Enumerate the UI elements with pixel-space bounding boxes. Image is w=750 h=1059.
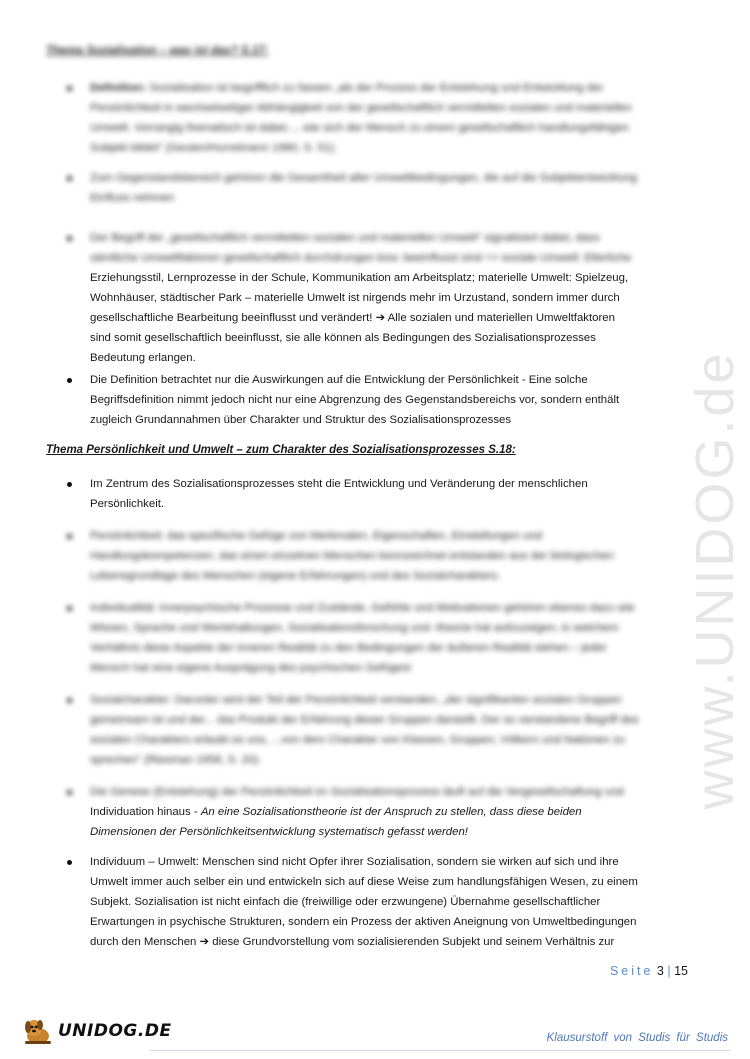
section1-heading: Thema Sozialisation – was ist das? S.17:	[46, 45, 269, 57]
text-line	[90, 638, 700, 658]
line-text: Persönlichkeit.	[90, 498, 165, 510]
text-line	[90, 118, 700, 138]
bullet-icon	[67, 698, 72, 703]
text-line	[90, 852, 700, 872]
italic-text: An eine Sozialisationstheorie ist der Anspruch zu stellen, dass diese beiden	[200, 806, 582, 818]
line-text: Individuation hinaus -	[90, 806, 201, 818]
line-text: Individualität: innerpsychische Prozesse und Zustände, Gefühle und Motivationen gehören ebenso dazu wie	[90, 602, 635, 614]
text-line	[90, 690, 700, 710]
footer-rule	[150, 1050, 730, 1051]
bullet-icon	[67, 482, 72, 487]
line-text: Bedeutung erlangen.	[90, 352, 196, 364]
text-line	[90, 268, 700, 288]
bullet-icon	[67, 236, 72, 241]
line-text: Verhältnis diese Aspekte der inneren Realität zu den Bedingungen der äußeren Realität stehen – jeder	[90, 642, 607, 654]
dog-icon	[22, 1016, 56, 1046]
line-text: Erziehungsstil, Lernprozesse in der Schule, Kommunikation am Arbeitsplatz; materielle Umwelt: Spielzeug,	[90, 272, 629, 284]
text-line	[90, 750, 700, 770]
page-total: 15	[674, 964, 688, 978]
text-line	[90, 390, 700, 410]
text-line	[90, 228, 700, 248]
text-line	[90, 370, 700, 390]
line-text: Umwelt immer auch selber ein und entwickeln sich auf diese Weise zum handlungsfähigen Wesen, zu einem	[90, 876, 638, 888]
line-text: Wohnhäuser, städtischer Park – materielle Umwelt ist nirgends mehr im Urzustand, sondern immer durch	[90, 292, 620, 304]
text-line	[90, 168, 700, 188]
line-text: sind somit gesellschaftlich beeinflusst, sie alle können als Bedingungen des Sozialisationsprozesses	[90, 332, 596, 344]
text-line	[90, 248, 700, 268]
text-line	[90, 188, 700, 208]
bullet-icon	[67, 860, 72, 865]
text-line	[90, 308, 700, 328]
text-line	[90, 566, 700, 586]
text-line	[90, 822, 700, 842]
footer-tagline: Klausurstoff von Studis für Studis	[546, 1032, 728, 1044]
text-line	[90, 138, 700, 158]
bullet-item	[90, 598, 700, 678]
page-current: 3	[656, 964, 664, 978]
term-label: Definition:	[90, 82, 147, 94]
line-text: Der Begriff der „gesellschaftlich vermittelten sozialen und materiellen Umwelt" signalisiert dabei, dass	[90, 232, 600, 244]
bullet-item	[90, 690, 700, 770]
line-text: Umwelt. Vorrangig thematisch ist dabei..., wie sich der Mensch zu einem gesellschaftlich handlungsfähigen	[90, 122, 629, 134]
bullet-item	[90, 78, 700, 158]
text-line	[90, 546, 700, 566]
text-line	[90, 782, 700, 802]
line-text: Lebensgrundlage des Menschen (eigene Erfahrungen) und des Sozialcharakters.	[90, 570, 501, 582]
line-text: Wissen, Sprache und Wertehaltungen, Sozialisationsforschung und -theorie hat aufzuzeigen, in welchem	[90, 622, 619, 634]
line-text: Sozialisation ist begrifflich zu fassen „als der Prozess der Entstehung und Entwicklung der	[146, 82, 604, 94]
text-line	[90, 730, 700, 750]
line-text: sozialen Charakters erlaubt es uns, ...von dem Charakter von Klassen, Gruppen, Völkern und Nationen zu	[90, 734, 626, 746]
bullet-icon	[67, 86, 72, 91]
text-line	[90, 658, 700, 678]
line-text: Im Zentrum des Sozialisationsprozesses steht die Entwicklung und Veränderung der menschlichen	[90, 478, 588, 490]
line-text: Subjekt bildet" (Geulen/Hurrelmann 1980, S. 51).	[90, 142, 338, 154]
watermark: www.UNIDOG.de	[685, 350, 745, 810]
line-text: Einfluss nehmen	[90, 192, 175, 204]
text-line	[90, 288, 700, 308]
bullet-item	[90, 168, 700, 208]
line-text: Begriffsdefinition nimmt jedoch nicht nur eine Abgrenzung des Gegenstandsbereichs vor, sondern enthält	[90, 394, 620, 406]
bullet-item	[90, 370, 700, 430]
text-line	[90, 802, 700, 822]
line-text: Erwartungen in psychische Strukturen, sondern ein Prozess der aktiven Aneignung von Umweltbedingungen	[90, 916, 637, 928]
line-text: Die Definition betrachtet nur die Auswirkungen auf die Entwicklung der Persönlichkeit - Eine solche	[90, 374, 588, 386]
page-word: Seite	[609, 964, 654, 978]
line-text: Handlungskompetenzen, das einen einzelnen Menschen kennzeichnet entstanden aus der biologischen	[90, 550, 614, 562]
text-line	[90, 410, 700, 430]
text-line	[90, 526, 700, 546]
bullet-item	[90, 474, 700, 514]
line-text: Sozialcharakter: Darunter wird der Teil der Persönlichkeit verstanden, „der signifikanten sozialen Gruppen	[90, 694, 622, 706]
line-text: Mensch hat eine eigene Ausprägung des psychischen Gefüges!	[90, 662, 412, 674]
line-text: sprechen" (Riesman 1958, S. 20).	[90, 754, 262, 766]
text-line	[90, 98, 700, 118]
text-line	[90, 912, 700, 932]
logo-text: UNIDOG.DE	[58, 1021, 172, 1041]
line-text: Die Genese (Entstehung) der Persönlichkeit im Sozialisationsprozess läuft auf die Vergesellschaftung und	[90, 786, 624, 798]
text-line	[90, 494, 700, 514]
text-line	[90, 710, 700, 730]
bullet-icon	[67, 176, 72, 181]
bullet-item	[90, 228, 700, 368]
text-line	[90, 474, 700, 494]
text-line	[90, 892, 700, 912]
bullet-item	[90, 852, 700, 952]
text-line	[90, 872, 700, 892]
text-line	[90, 618, 700, 638]
page-number	[610, 964, 688, 978]
line-text: sämtliche Umweltfaktoren gesellschaftlich durchdrungen bzw. beeinflusst sind => soziale Umwelt: Elterliche	[90, 252, 632, 264]
bullet-icon	[67, 606, 72, 611]
text-line	[90, 78, 700, 98]
bullet-item	[90, 526, 700, 586]
text-line	[90, 348, 700, 368]
bullet-icon	[67, 378, 72, 383]
line-text: Zum Gegenstandsbereich gehören die Gesamtheit aller Umweltbedingungen, die auf die Subjektentwicklung	[90, 172, 638, 184]
bullet-icon	[67, 534, 72, 539]
bullet-icon	[67, 790, 72, 795]
line-text: Individuum – Umwelt: Menschen sind nicht Opfer ihrer Sozialisation, sondern sie wirken auf sich und ihre	[90, 856, 619, 868]
line-text: durch den Menschen ➔ diese Grundvorstellung vom sozialisierenden Subjekt und seinem Verhältnis zur	[90, 936, 615, 948]
line-text: Persönlichkeit in wechselseitiger Abhängigkeit von der gesellschaftlich vermittelten sozialen und materiellen	[90, 102, 632, 114]
bullet-item	[90, 782, 700, 842]
text-line	[90, 932, 700, 952]
line-text: zugleich Grundannahmen über Charakter und Struktur des Sozialisationsprozesses	[90, 414, 512, 426]
text-line	[90, 598, 700, 618]
line-text: gemeinsam ist und der... das Produkt der Erfahrung dieser Gruppen darstellt. Der so verstandene Begriff des	[90, 714, 639, 726]
page-separator: |	[667, 964, 671, 978]
line-text: Subjekt. Sozialisation ist nicht einfach die (freiwillige oder erzwungene) Übernahme gesellschaftlicher	[90, 896, 601, 908]
line-text: Persönlichkeit: das spezifische Gefüge von Merkmalen, Eigenschaften, Einstellungen und	[90, 530, 543, 542]
section2-heading: Thema Persönlichkeit und Umwelt – zum Charakter des Sozialisationsprozesses S.18:	[46, 444, 516, 456]
text-line	[90, 328, 700, 348]
italic-text: Dimensionen der Persönlichkeitsentwicklung systematisch gefasst werden!	[90, 826, 468, 838]
line-text: gesellschaftliche Bearbeitung beeinflusst und verändert! ➔ Alle sozialen und materiellen Umweltfaktoren	[90, 312, 615, 324]
unidog-logo	[22, 1016, 172, 1046]
